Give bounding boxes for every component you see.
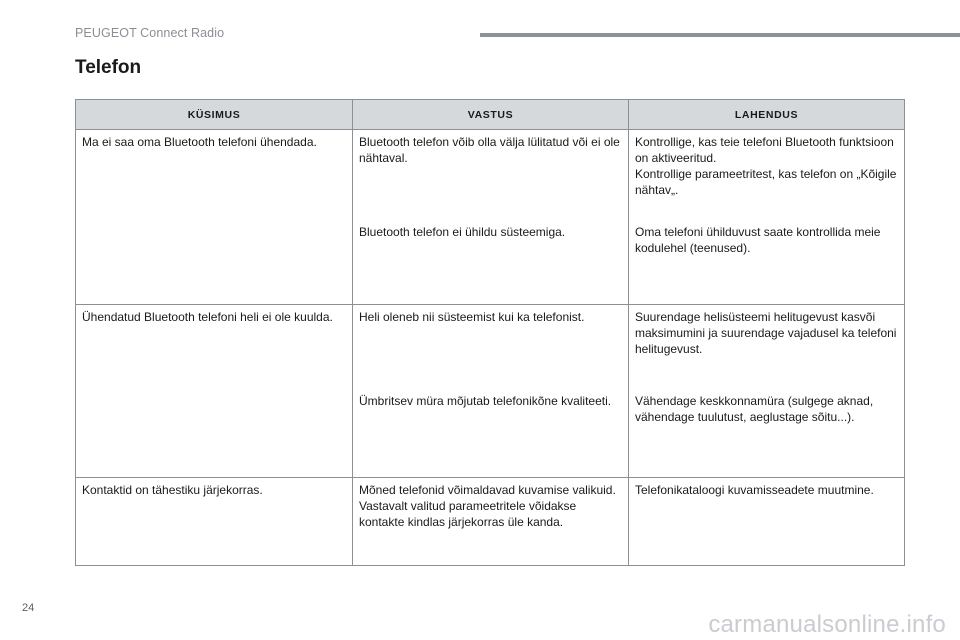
- answer-cell: Heli oleneb nii süsteemist kui ka telefonist.: [353, 305, 629, 389]
- answer-cell: Mõned telefonid võimaldavad kuvamise valikuid. Vastavalt valitud parameetritele võidakse kontakte kindlas järjekorras üle kanda.: [353, 478, 629, 566]
- column-header-solution: LAHENDUS: [629, 100, 905, 130]
- table-row: [76, 478, 905, 566]
- page-number: 24: [22, 602, 35, 614]
- column-header-answer: VASTUS: [353, 100, 629, 130]
- solution-cell: [629, 130, 905, 220]
- question-cell: Ma ei saa oma Bluetooth telefoni ühendada.: [76, 130, 353, 305]
- column-header-question: KÜSIMUS: [76, 100, 353, 130]
- answer-cell: Bluetooth telefon võib olla välja lülitatud või ei ole nähtaval.: [353, 130, 629, 220]
- table-row: [76, 130, 905, 220]
- troubleshooting-table: [75, 99, 905, 566]
- header-rule: [480, 33, 960, 37]
- solution-cell: Telefonikataloogi kuvamisseadete muutmine.: [629, 478, 905, 566]
- question-cell: Ühendatud Bluetooth telefoni heli ei ole kuulda.: [76, 305, 353, 478]
- section-title: Telefon: [75, 57, 142, 78]
- solution-cell: Vähendage keskkonnamüra (sulgege aknad, vähendage tuulutust, aeglustage sõitu...).: [629, 389, 905, 478]
- watermark: carmanualsonline.info: [708, 611, 946, 638]
- answer-cell: Bluetooth telefon ei ühildu süsteemiga.: [353, 220, 629, 305]
- solution-cell: Oma telefoni ühilduvust saate kontrollida meie kodulehel (teenused).: [629, 220, 905, 305]
- solution-text: Kontrollige, kas teie telefoni Bluetooth funktsioon on aktiveeritud. Kontrollige parameetritest, kas telefon on „Kõigile nähtav„.: [635, 135, 897, 197]
- table-row: [76, 305, 905, 389]
- solution-cell: Suurendage helisüsteemi helitugevust kasvõi maksimumini ja suurendage vajadusel ka telefoni helitugevust.: [629, 305, 905, 389]
- running-header: PEUGEOT Connect Radio: [75, 26, 225, 40]
- answer-cell: Ümbritsev müra mõjutab telefonikõne kvaliteeti.: [353, 389, 629, 478]
- question-cell: Kontaktid on tähestiku järjekorras.: [76, 478, 353, 566]
- table-header-row: [76, 100, 905, 130]
